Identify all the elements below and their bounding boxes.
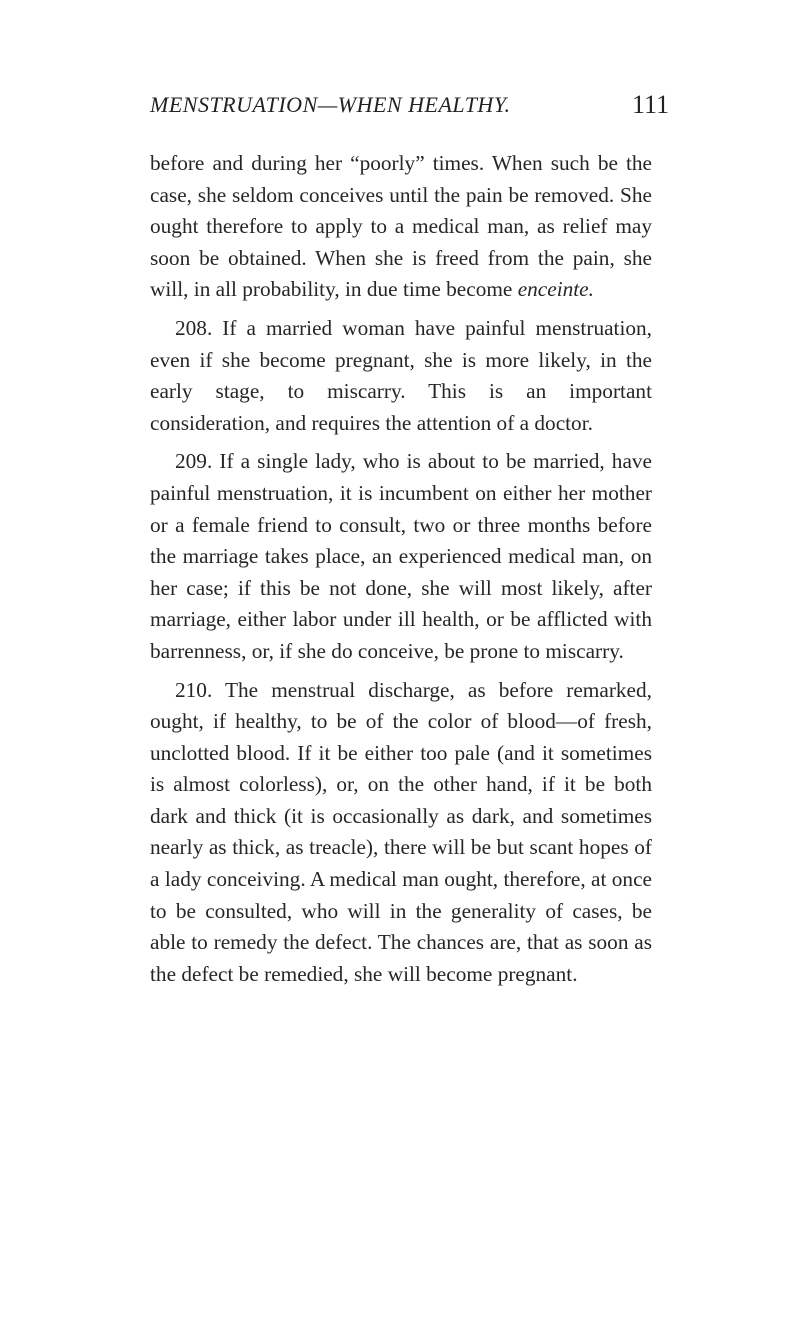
running-title: MENSTRUATION—WHEN HEALTHY. <box>150 92 511 117</box>
page-number: 111 <box>632 90 670 119</box>
body-text <box>150 148 652 990</box>
paragraph-208: 208. If a married woman have painful menstruation, even if she become pregnant, she is more likely, in the early stage, to miscarry. This is an important consideration, and requires the attention of a doctor. <box>150 315 652 435</box>
continuation-text: before and during her “poorly” times. When such be the case, she seldom conceives until the pain be removed. She ought therefore to apply to a medical man, as relief may soon be obtained. When she is freed from the pain, she will, in all probability, in due time become <box>150 151 652 302</box>
italic-term: enceinte. <box>517 277 594 302</box>
paragraph-210: 210. The menstrual discharge, as before remarked, ought, if healthy, to be of the color of blood—of fresh, unclotted blood. If it be either too pale (and it sometimes is almost colorless), or, on the other hand, if it be both dark and thick (it is occasionally as dark, and sometimes nearly as thick, as treacle), there will be but scant hopes of a lady conceiving. A medical man ought, therefore, at once to be consulted, who will in the generality of cases, be able to remedy the defect. The chances are, that as soon as the defect be remedied, she will become pregnant. <box>150 677 652 986</box>
paragraph-209: 209. If a single lady, who is about to be married, have painful menstruation, it is incumbent on either her mother or a female friend to consult, two or three months before the marriage takes place, an experienced medical man, on her case; if this be not done, she will most likely, after marriage, either labor under ill health, or be afflicted with barrenness, or, if she do conceive, be prone to miscarry. <box>150 449 652 663</box>
paragraph-continuation <box>150 148 652 306</box>
